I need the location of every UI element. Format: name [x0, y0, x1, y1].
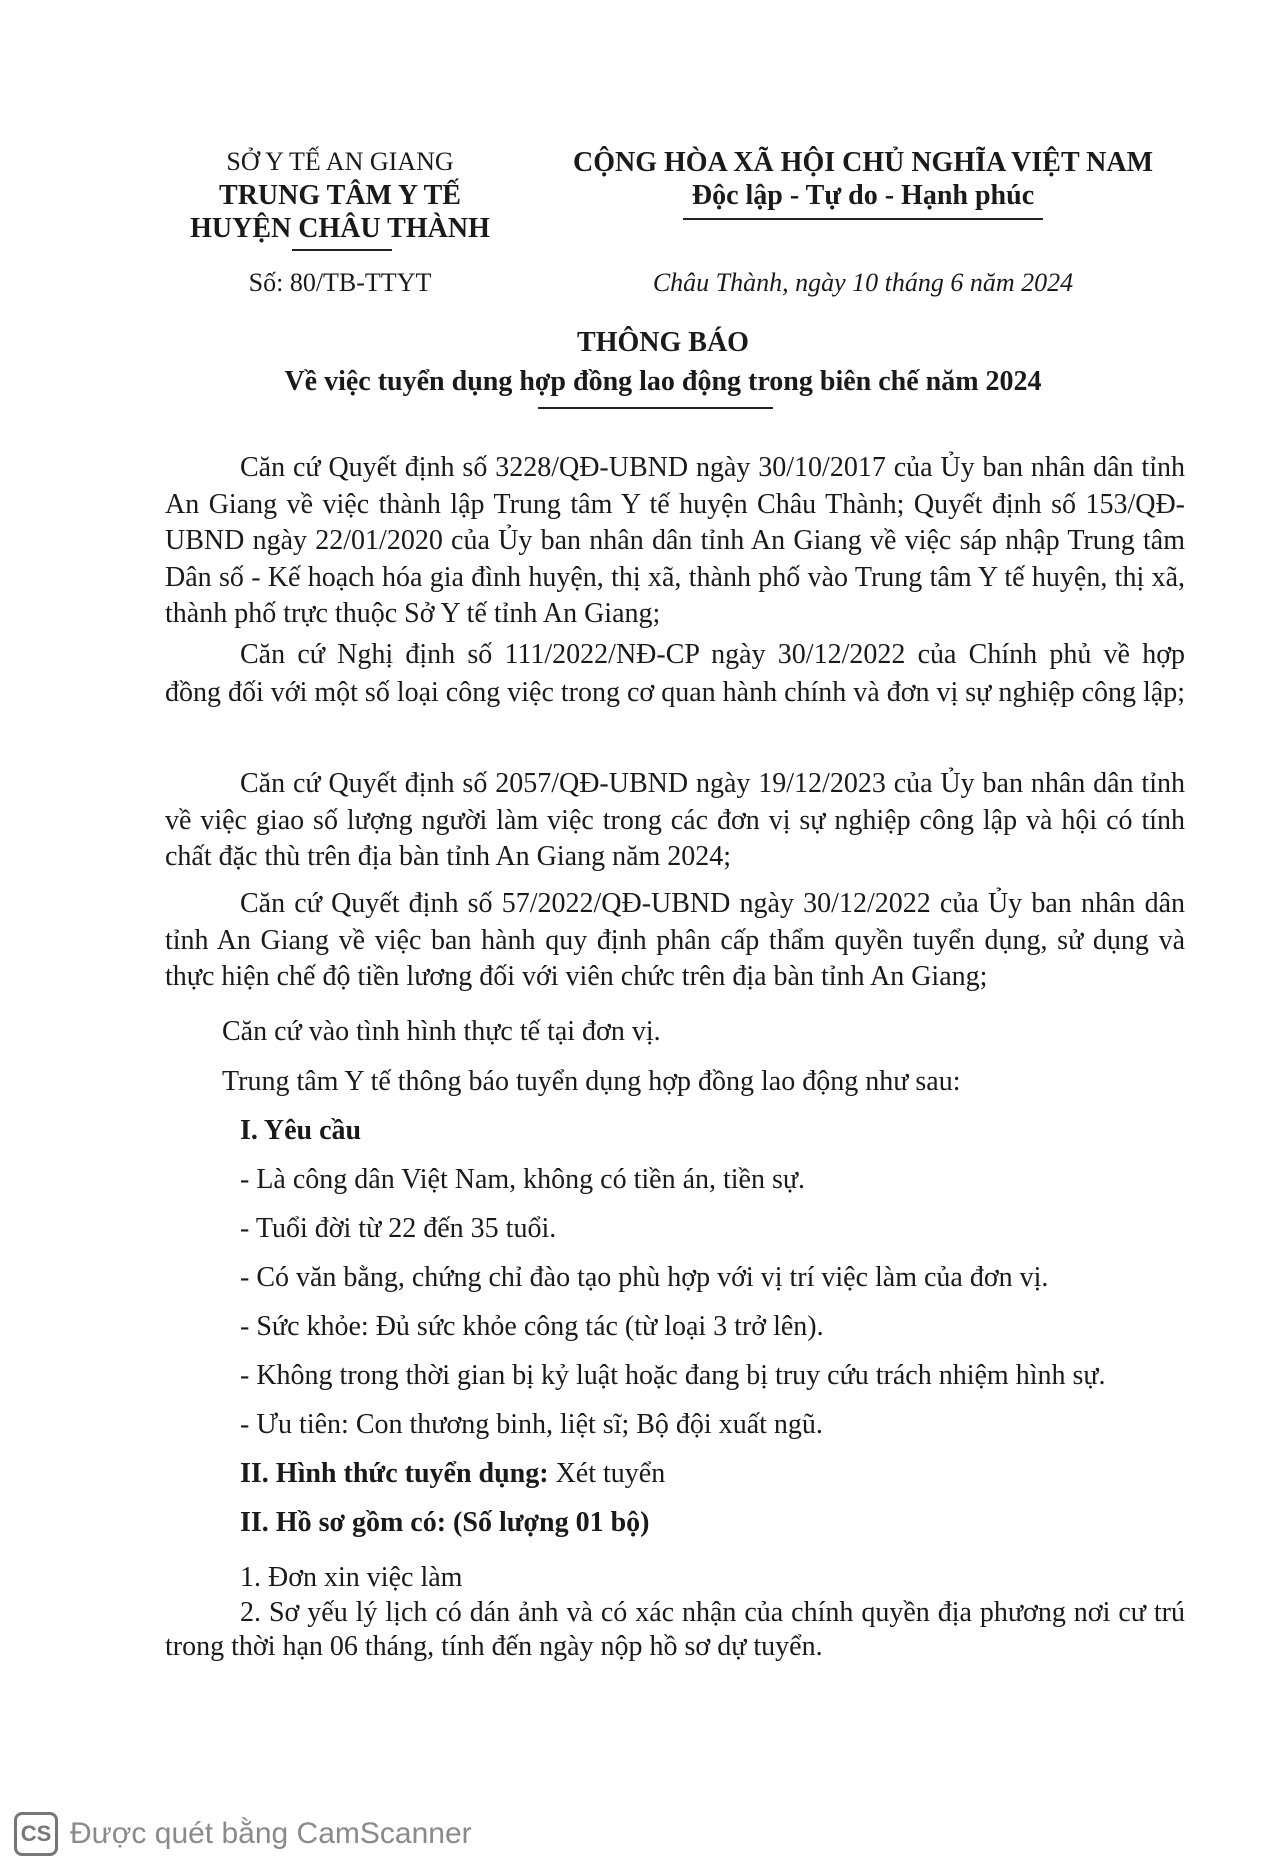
camscanner-watermark-text: Được quét bằng CamScanner	[70, 1817, 472, 1850]
national-motto: Độc lập - Tự do - Hạnh phúc	[691, 180, 1035, 211]
requirement-item: - Tuổi đời từ 22 đến 35 tuổi.	[240, 1213, 557, 1244]
requirement-item: - Không trong thời gian bị kỷ luật hoặc đang bị truy cứu trách nhiệm hình sự.	[240, 1360, 1106, 1391]
requirement-item: - Có văn bằng, chứng chỉ đào tạo phù hợp với vị trí việc làm của đơn vị.	[240, 1262, 1049, 1293]
motto-underline	[683, 218, 1043, 220]
recruitment-form-value: Xét tuyển	[548, 1458, 666, 1489]
organization-line-1: TRUNG TÂM Y TẾ	[219, 180, 461, 211]
requirement-item: - Là công dân Việt Nam, không có tiền án, tiền sự.	[240, 1164, 806, 1195]
section-recruitment-form	[240, 1458, 665, 1490]
document-title: THÔNG BÁO	[577, 327, 749, 358]
document-date: Châu Thành, ngày 10 tháng 6 năm 2024	[652, 268, 1074, 297]
section-requirements-heading: I. Yêu cầu	[240, 1115, 362, 1146]
left-header-underline	[292, 249, 392, 251]
department-name: SỞ Y TẾ AN GIANG	[226, 147, 454, 176]
requirement-item: - Sức khỏe: Đủ sức khỏe công tác (từ loại 3 trở lên).	[240, 1311, 824, 1342]
legal-basis-paragraph-2: Căn cứ Nghị định số 111/2022/NĐ-CP ngày 30/12/2022 của Chính phủ về hợp đồng đối với một số loại công việc trong cơ quan hành chính và đơn vị sự nghiệp công lập;	[165, 639, 1185, 708]
nation-name: CỘNG HÒA XÃ HỘI CHỦ NGHĨA VIỆT NAM	[572, 147, 1154, 178]
title-underline	[538, 407, 773, 409]
dossier-item-1: 1. Đơn xin việc làm	[240, 1562, 463, 1593]
legal-basis-paragraph-4: Căn cứ Quyết định số 57/2022/QĐ-UBND ngày 30/12/2022 của Ủy ban nhân dân tỉnh An Giang về việc ban hành quy định phân cấp thẩm quyền tuyển dụng, sử dụng và thực hiện chế độ tiền lương đối với viên chức trên địa bàn tỉnh An Giang;	[165, 888, 1185, 992]
recruitment-form-heading: II. Hình thức tuyển dụng:	[240, 1458, 549, 1489]
organization-line-2: HUYỆN CHÂU THÀNH	[190, 213, 490, 244]
document-subtitle: Về việc tuyển dụng hợp đồng lao động trong biên chế năm 2024	[284, 366, 1042, 397]
camscanner-logo: CS	[14, 1812, 58, 1856]
legal-basis-paragraph-3: Căn cứ Quyết định số 2057/QĐ-UBND ngày 19/12/2023 của Ủy ban nhân dân tỉnh về việc giao số lượng người làm việc trong các đơn vị sự nghiệp công lập và hội có tính chất đặc thù trên địa bàn tỉnh An Giang năm 2024;	[165, 768, 1185, 872]
dossier-item-2: 2. Sơ yếu lý lịch có dán ảnh và có xác nhận của chính quyền địa phương nơi cư trú trong thời hạn 06 tháng, tính đến ngày nộp hồ sơ dự tuyển.	[165, 1597, 1185, 1662]
requirement-item: - Ưu tiên: Con thương binh, liệt sĩ; Bộ đội xuất ngũ.	[240, 1409, 823, 1440]
legal-basis-paragraph-1: Căn cứ Quyết định số 3228/QĐ-UBND ngày 30/10/2017 của Ủy ban nhân dân tỉnh An Giang về việc thành lập Trung tâm Y tế huyện Châu Thành; Quyết định số 153/QĐ-UBND ngày 22/01/2020 của Ủy ban nhân dân tỉnh An Giang về việc sáp nhập Trung tâm Dân số - Kế hoạch hóa gia đình huyện, thị xã, thành phố vào Trung tâm Y tế huyện, thị xã, thành phố trực thuộc Sở Y tế tỉnh An Giang;	[165, 452, 1185, 629]
document-number: Số: 80/TB-TTYT	[248, 268, 432, 297]
legal-basis-paragraph-5: Căn cứ vào tình hình thực tế tại đơn vị.	[222, 1016, 661, 1047]
section-dossier-heading: II. Hồ sơ gồm có: (Số lượng 01 bộ)	[240, 1507, 650, 1538]
announcement-intro: Trung tâm Y tế thông báo tuyển dụng hợp đồng lao động như sau:	[222, 1066, 961, 1097]
